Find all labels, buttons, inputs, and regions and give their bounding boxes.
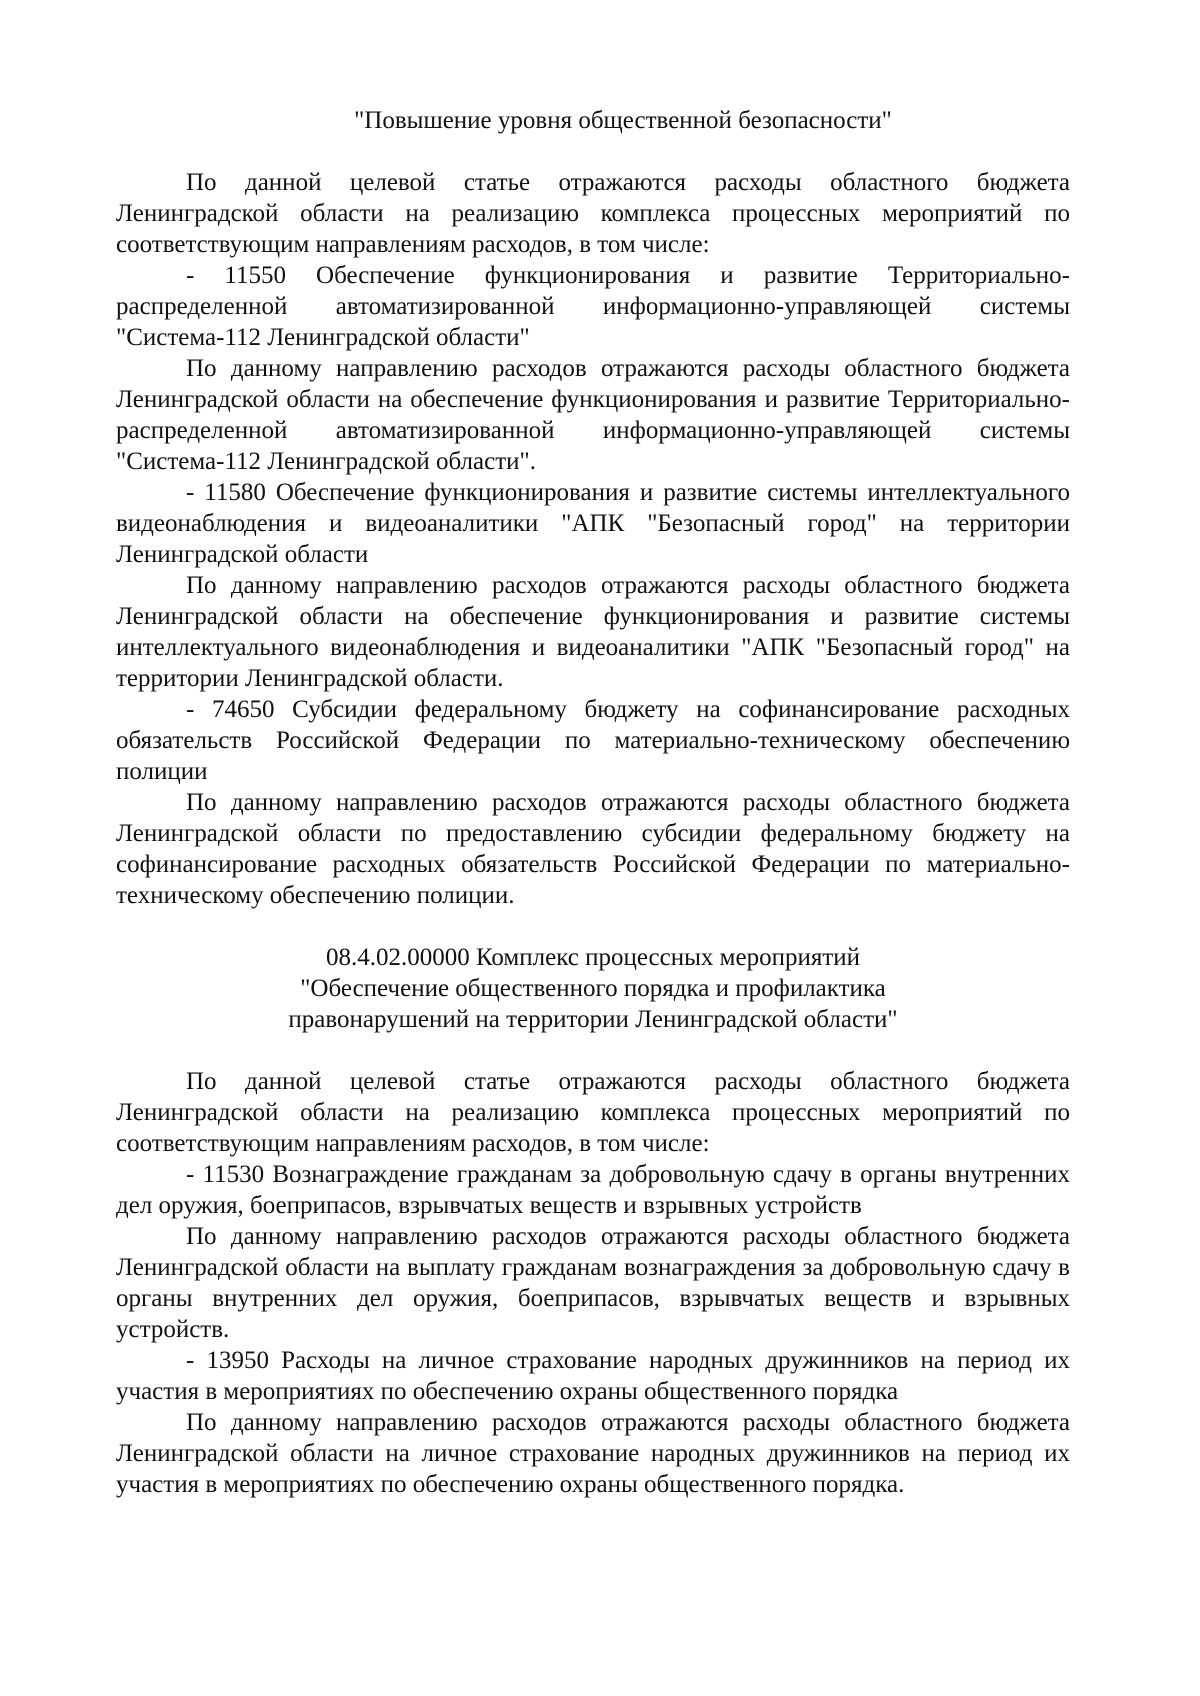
document-page [116,105,1070,1500]
paragraph-item-74650: - 74650 Субсидии федеральному бюджету на софинансирование расходных обязательств Российской Федерации по материально-техническому обеспечению полиции [116,696,1070,785]
paragraph-intro: По данной целевой статье отражаются расходы областного бюджета Ленинградской области на реализацию комплекса процессных мероприятий по соответствующим направлениям расходов, в том числе: [116,169,1070,258]
subsection-heading-line-3: правонарушений на территории Ленинградской области" [288,1006,898,1033]
paragraph-item-11550: - 11550 Обеспечение функционирования и развитие Территориально-распределенной автоматизированной информационно-управляющей системы "Система-112 Ленинградской области" [116,262,1070,351]
subsection-heading [116,942,1070,1035]
paragraph-desc-11550: По данному направлению расходов отражаются расходы областного бюджета Ленинградской области на обеспечение функционирования и развитие Территориально-распределенной автоматизированной информационно-управляющей системы "Система-112 Ленинградской области". [116,355,1070,475]
subsection-heading-line-2: "Обеспечение общественного порядка и профилактика [300,975,886,1002]
paragraph-item-11580: - 11580 Обеспечение функционирования и развитие системы интеллектуального видеонаблюдения и видеоаналитики "АПК "Безопасный город" на территории Ленинградской области [116,479,1070,568]
section-heading: "Повышение уровня общественной безопасности" [354,107,892,134]
paragraph-intro-2: По данной целевой статье отражаются расходы областного бюджета Ленинградской области на реализацию комплекса процессных мероприятий по соответствующим направлениям расходов, в том числе: [116,1068,1070,1157]
paragraph-desc-11580: По данному направлению расходов отражаются расходы областного бюджета Ленинградской области на обеспечение функционирования и развитие системы интеллектуального видеонаблюдения и видеоаналитики "АПК "Безопасный город" на территории Ленинградской области. [116,572,1070,692]
section-body-2 [116,1066,1070,1500]
paragraph-desc-74650: По данному направлению расходов отражаются расходы областного бюджета Ленинградской области по предоставлению субсидии федеральному бюджету на софинансирование расходных обязательств Российской Федерации по материально-техническому обеспечению полиции. [116,789,1070,909]
paragraph-item-13950: - 13950 Расходы на личное страхование народных дружинников на период их участия в мероприятиях по обеспечению охраны общественного порядка [116,1347,1070,1405]
subsection-heading-line-1: 08.4.02.00000 Комплекс процессных мероприятий [325,944,861,971]
paragraph-item-11530: - 11530 Вознаграждение гражданам за добровольную сдачу в органы внутренних дел оружия, боеприпасов, взрывчатых веществ и взрывных устройств [116,1161,1070,1219]
paragraph-desc-13950: По данному направлению расходов отражаются расходы областного бюджета Ленинградской области на личное страхование народных дружинников на период их участия в мероприятиях по обеспечению охраны общественного порядка. [116,1409,1070,1498]
section-body-1 [116,167,1070,911]
paragraph-desc-11530: По данному направлению расходов отражаются расходы областного бюджета Ленинградской области на выплату гражданам вознаграждения за добровольную сдачу в органы внутренних дел оружия, боеприпасов, взрывчатых веществ и взрывных устройств. [116,1223,1070,1343]
